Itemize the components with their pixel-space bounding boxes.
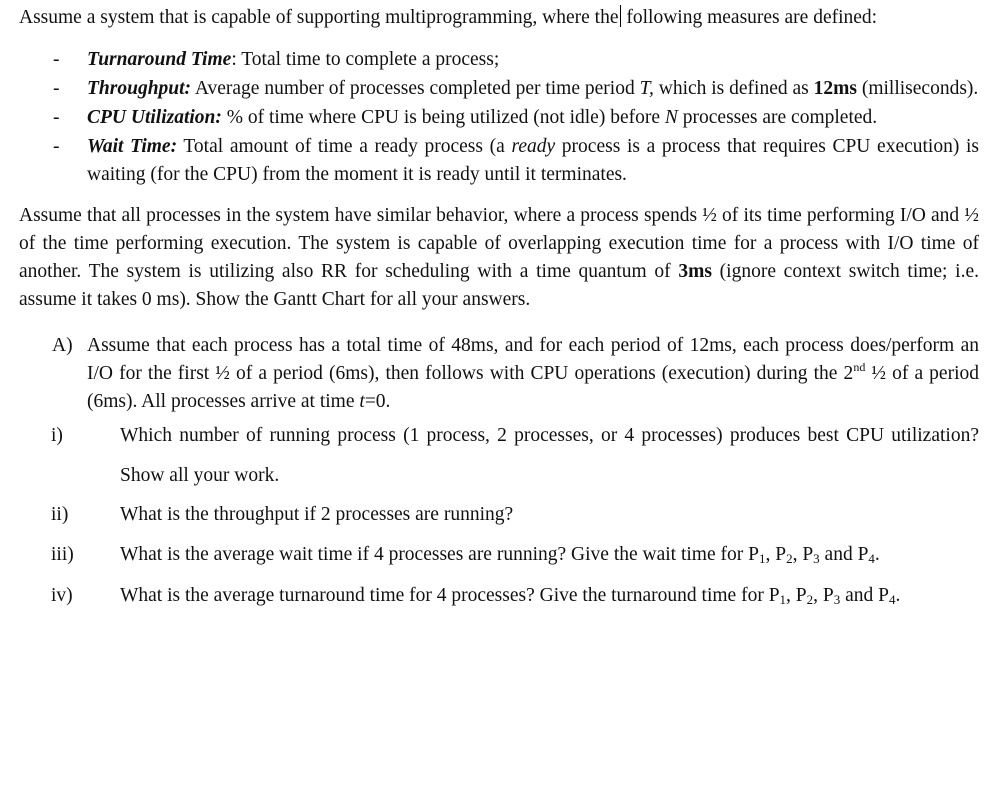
subquestion-text: Which number of running process (1 process, 2 processes, or 4 processes) produces best CPU utilization? Show all your work. — [120, 425, 979, 486]
subquestion-iii — [19, 536, 979, 574]
definition-term: CPU Utilization: — [87, 107, 222, 128]
subquestion-iv — [19, 577, 979, 615]
definition-turnaround-time — [53, 46, 979, 74]
subquestion-i — [19, 416, 979, 496]
behavior-text: (ignore context switch time; i.e. assume it takes 0 ms). Show the Gantt Chart for all your answers. — [19, 261, 980, 310]
definition-bold-value: 12ms — [813, 78, 857, 99]
subquestion-text: What is the average turnaround time for 4 processes? Give the turnaround time for P — [120, 585, 780, 606]
definition-variable: T, — [639, 78, 654, 99]
ordinal-superscript: nd — [853, 360, 866, 374]
question-text: Assume that each process has a total time of 48ms, and for each period of 12ms, each process does/perform an I/O for the first ½ of a period (6ms), then follows with CPU operations (execution) during the 2 — [87, 335, 979, 384]
question-text: ½ of a period (6ms). All processes arrive at time — [87, 363, 979, 412]
document-page — [19, 4, 979, 615]
definition-wait-time — [53, 133, 980, 189]
subscript: 4 — [868, 551, 875, 566]
bullet-dash: - — [53, 136, 60, 157]
subquestion-label: ii) — [51, 504, 69, 525]
definition-variable: N — [664, 107, 678, 128]
subquestion-text: and P — [819, 544, 869, 565]
subscript: 2 — [806, 592, 814, 607]
definitions-list — [19, 46, 979, 189]
subquestion-text: What is the throughput if 2 processes are running? — [120, 504, 514, 525]
definition-term: Turnaround Time — [87, 49, 232, 70]
bullet-dash: - — [53, 78, 60, 99]
time-variable: t — [359, 391, 365, 412]
bullet-dash: - — [53, 107, 60, 128]
definition-variable: ready — [511, 136, 556, 157]
subquestion-ii — [19, 496, 979, 534]
subquestion-label: iii) — [51, 544, 74, 565]
definition-term: Throughput: — [87, 78, 192, 99]
definition-text: % of time where CPU is being utilized (not idle) before — [221, 107, 665, 128]
definition-text: processes are completed. — [677, 107, 878, 128]
subquestion-text: , P — [786, 585, 807, 606]
definition-cpu-utilization — [53, 104, 979, 132]
intro-text-part1: Assume a system that is capable of supporting multiprogramming, where the — [19, 7, 619, 28]
subscript: 1 — [779, 592, 787, 607]
subquestion-label: iv) — [51, 585, 73, 606]
subquestion-label: i) — [51, 425, 63, 446]
question-a — [19, 332, 979, 416]
subscript: 4 — [889, 592, 896, 607]
definition-term: Wait Time: — [87, 136, 178, 157]
question-text: =0. — [364, 391, 391, 412]
definition-separator: : — [231, 49, 237, 70]
subquestion-text: What is the average wait time if 4 processes are running? Give the wait time for P — [120, 544, 759, 565]
text-cursor — [620, 5, 621, 27]
subscript: 3 — [833, 592, 841, 607]
definition-text: which is defined as — [653, 78, 814, 99]
subquestion-text: , P — [813, 585, 834, 606]
subscript: 3 — [813, 551, 820, 566]
intro-text-part2: following measures are defined: — [621, 7, 878, 28]
subquestion-text: . — [874, 544, 880, 565]
question-label: A) — [52, 335, 73, 356]
subscript: 2 — [786, 551, 793, 566]
definition-text: Total time to complete a process; — [236, 49, 500, 70]
behavior-text: Assume that all processes in the system have similar behavior, where a process spends ½ of its time performing I/O and ½ of the time performing execution. The system is capable of overlapping execution time for a process with I/O time of another. The system is utilizing also RR for scheduling with a time quantum of — [19, 205, 979, 282]
definition-text: process is a process that requires CPU execution) is waiting (for the CPU) from the moment it is ready until it terminates. — [87, 136, 980, 185]
definition-text: Average number of processes completed per time period — [191, 78, 640, 99]
subquestion-text: and P — [840, 585, 890, 606]
definition-throughput — [53, 75, 979, 103]
time-quantum-value: 3ms — [678, 261, 712, 282]
definition-text: (milliseconds). — [856, 78, 979, 99]
subscript: 1 — [758, 551, 766, 566]
bullet-dash: - — [53, 49, 60, 70]
subquestion-text: , P — [765, 544, 787, 565]
subquestion-text: , P — [792, 544, 814, 565]
definition-text: Total amount of time a ready process (a — [177, 136, 512, 157]
behavior-paragraph — [19, 202, 979, 314]
subquestion-text: . — [895, 585, 901, 606]
intro-paragraph — [19, 4, 979, 32]
